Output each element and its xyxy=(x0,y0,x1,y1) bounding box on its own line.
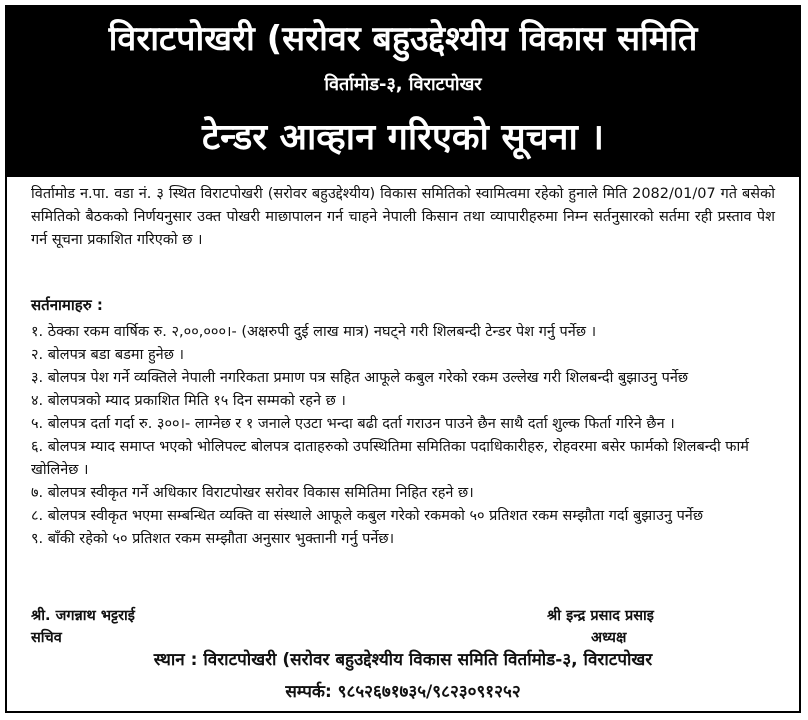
condition-item: ९. बाँकी रहेको ५० प्रतिशत रकम सम्झौता अनुसार भुक्तानी गर्नु पर्नेछ। xyxy=(31,531,395,547)
intro-paragraph: विर्तामोड न.पा. वडा नं. ३ स्थित विराटपोखरी (सरोवर बहुउद्देश्यीय) विकास समितिको स्वामित्वमा रहेको हुनाले मिति 2082/01/07 गते बसेको समितिको बैठकको निर्णयनुसार उक्त पोखरी माछापालन गर्न चाहने नेपाली किसान तथा व्यापारीहरुमा निम्न सर्तनुसारको सर्तमा रही प्रस्ताव पेश गर्न सूचना प्रकाशित गरिएको छ । xyxy=(31,186,775,248)
condition-item: ६. बोलपत्र म्याद समाप्त भएको भोलिपल्ट बोलपत्र दाताहरुको उपस्थितिमा समितिका पदाधिकारीहरु, रोहवरमा बसेर फार्मको शिलबन्दी फार्म खोलिनेछ । xyxy=(31,439,749,478)
chairperson-signature-block xyxy=(547,605,654,649)
chairperson-name: श्री इन्द्र प्रसाद प्रसाइ xyxy=(547,608,654,624)
condition-item: ३. बोलपत्र पेश गर्ने व्यक्तिले नेपाली नगरिकता प्रमाण पत्र सहित आफूले कबुल गरेको रकम उल्लेख गरी शिलबन्दी बुझाउनु पर्नेछ xyxy=(31,370,689,386)
condition-item: १. ठेक्का रकम वार्षिक रु. २,००,०००।- (अक्षरुपी दुई लाख मात्र) नघट्ने गरी शिलबन्दी टेन्डर पेश गर्नु पर्नेछ । xyxy=(31,324,597,340)
condition-item: २. बोलपत्र बडा बडमा हुनेछ । xyxy=(31,347,184,363)
conditions-list xyxy=(31,321,791,551)
contact-line: सम्पर्क: ९८५२६७१७३५/९८२३०९१२५२ xyxy=(285,682,521,702)
notice-header xyxy=(7,7,799,177)
organization-title: विराटपोखरी (सरोवर बहुउद्देश्यीय विकास समिति xyxy=(108,19,698,59)
condition-item: ५. बोलपत्र दर्ता गर्दा रु. ३००।- लाग्नेछ र १ जनाले एउटा भन्दा बढी दर्ता गराउन पाउने छैन साथै दर्ता शुल्क फिर्ता गरिने छैन । xyxy=(31,416,675,432)
notice-title: टेन्डर आव्हान गरिएको सूचना । xyxy=(201,117,605,158)
organization-address: विर्तामोड-३, विराटपोखर xyxy=(324,74,482,95)
condition-item: ४. बोलपत्रको म्याद प्रकाशित मिति १५ दिन सम्मको रहने छ । xyxy=(31,393,346,409)
secretary-role: सचिव xyxy=(31,630,62,646)
notice-frame xyxy=(5,5,801,713)
location-line: स्थान : विराटपोखरी (सरोवर बहुउद्देश्यीय विकास समिति विर्तामोड-३, विराटपोखर xyxy=(153,650,653,670)
conditions-heading: सर्तनामाहरु : xyxy=(31,296,103,314)
secretary-name: श्री. जगन्नाथ भट्टराई xyxy=(31,608,135,624)
secretary-signature-block xyxy=(31,605,135,649)
condition-item: ७. बोलपत्र स्वीकृत गर्ने अधिकार विराटपोखर सरोवर विकास समितिमा निहित रहने छ। xyxy=(31,485,474,501)
condition-item: ८. बोलपत्र स्वीकृत भएमा सम्बन्धित व्यक्ति वा संस्थाले आफूले कबुल गरेको रकमको ५० प्रतिशत रकम सम्झौता गर्दा बुझाउनु पर्नेछ xyxy=(31,508,704,524)
chairperson-role: अध्यक्ष xyxy=(591,630,627,646)
